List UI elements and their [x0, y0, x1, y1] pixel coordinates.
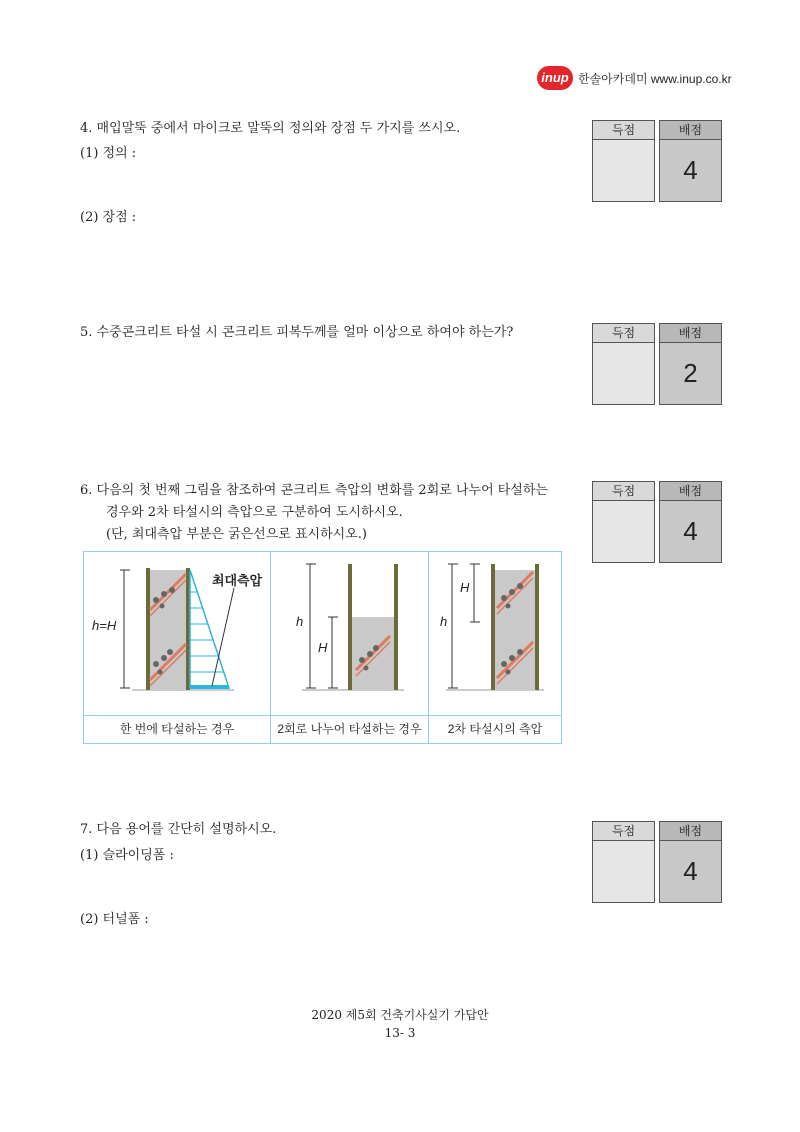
inup-logo: inup — [537, 66, 573, 90]
allotted-label: 배점 — [660, 482, 721, 501]
allotted-label: 배점 — [660, 822, 721, 841]
panel-2-diagram — [302, 564, 404, 690]
label-h-panel-2: h — [296, 614, 304, 629]
formwork-left — [146, 568, 150, 690]
allotted-label: 배점 — [660, 121, 721, 140]
question-5-title: 5. 수중콘크리트 타설 시 콘크리트 피복두께를 얼마 이상으로 하여야 하는가? — [80, 325, 514, 340]
allotted-label: 배점 — [660, 324, 721, 343]
earned-score-field[interactable] — [593, 501, 654, 562]
label-h-equals-H: h=H — [92, 618, 117, 633]
question-4-title: 4. 매입말뚝 중에서 마이크로 말뚝의 정의와 장점 두 가지를 쓰시오. — [80, 121, 461, 136]
score-box-q7 — [592, 821, 722, 903]
question-4-line-1: (1) 정의 : — [80, 146, 137, 161]
question-6-line-1: 경우와 2차 타설시의 측압으로 구분하여 도시하시오. — [106, 505, 403, 520]
earned-label: 득점 — [593, 121, 654, 140]
concrete-fill — [150, 570, 186, 690]
question-7-line-2: (2) 터널폼 : — [80, 912, 149, 927]
concrete-pressure-figure — [83, 551, 562, 744]
allotted-points: 4 — [660, 140, 721, 201]
label-H-panel-3: H — [460, 580, 470, 595]
earned-label: 득점 — [593, 324, 654, 343]
earned-score-field[interactable] — [593, 343, 654, 404]
earned-score-field[interactable] — [593, 140, 654, 201]
score-box-q4 — [592, 120, 722, 202]
earned-label: 득점 — [593, 822, 654, 841]
question-6-title: 6. 다음의 첫 번째 그림을 참조하여 콘크리트 측압의 변화를 2회로 나누어 타설하는 — [80, 483, 548, 498]
earned-score-field[interactable] — [593, 841, 654, 902]
question-7-title: 7. 다음 용어를 간단히 설명하시오. — [80, 822, 277, 837]
panel-2-caption: 2회로 나누어 타설하는 경우 — [271, 715, 428, 743]
page-number: 13- 3 — [384, 1026, 416, 1040]
score-box-q5 — [592, 323, 722, 405]
earned-label: 득점 — [593, 482, 654, 501]
question-4-line-2: (2) 장점 : — [80, 210, 137, 225]
panel-3-caption: 2차 타설시의 측압 — [429, 715, 561, 743]
panel-1-caption: 한 번에 타설하는 경우 — [84, 715, 270, 743]
allotted-points: 4 — [660, 501, 721, 562]
question-6-line-2: (단, 최대측압 부분은 굵은선으로 표시하시오.) — [106, 527, 367, 542]
formwork-diagrams — [84, 552, 561, 715]
label-h-panel-3: h — [440, 614, 448, 629]
brand-text: 한솔아카데미 www.inup.co.kr — [578, 72, 732, 86]
label-H-panel-2: H — [318, 640, 328, 655]
label-max-pressure: 최대측압 — [212, 573, 263, 588]
score-box-q6 — [592, 481, 722, 563]
allotted-points: 2 — [660, 343, 721, 404]
footer-title: 2020 제5회 건축기사실기 가답안 — [311, 1008, 489, 1022]
allotted-points: 4 — [660, 841, 721, 902]
question-7-line-1: (1) 슬라이딩폼 : — [80, 848, 174, 863]
